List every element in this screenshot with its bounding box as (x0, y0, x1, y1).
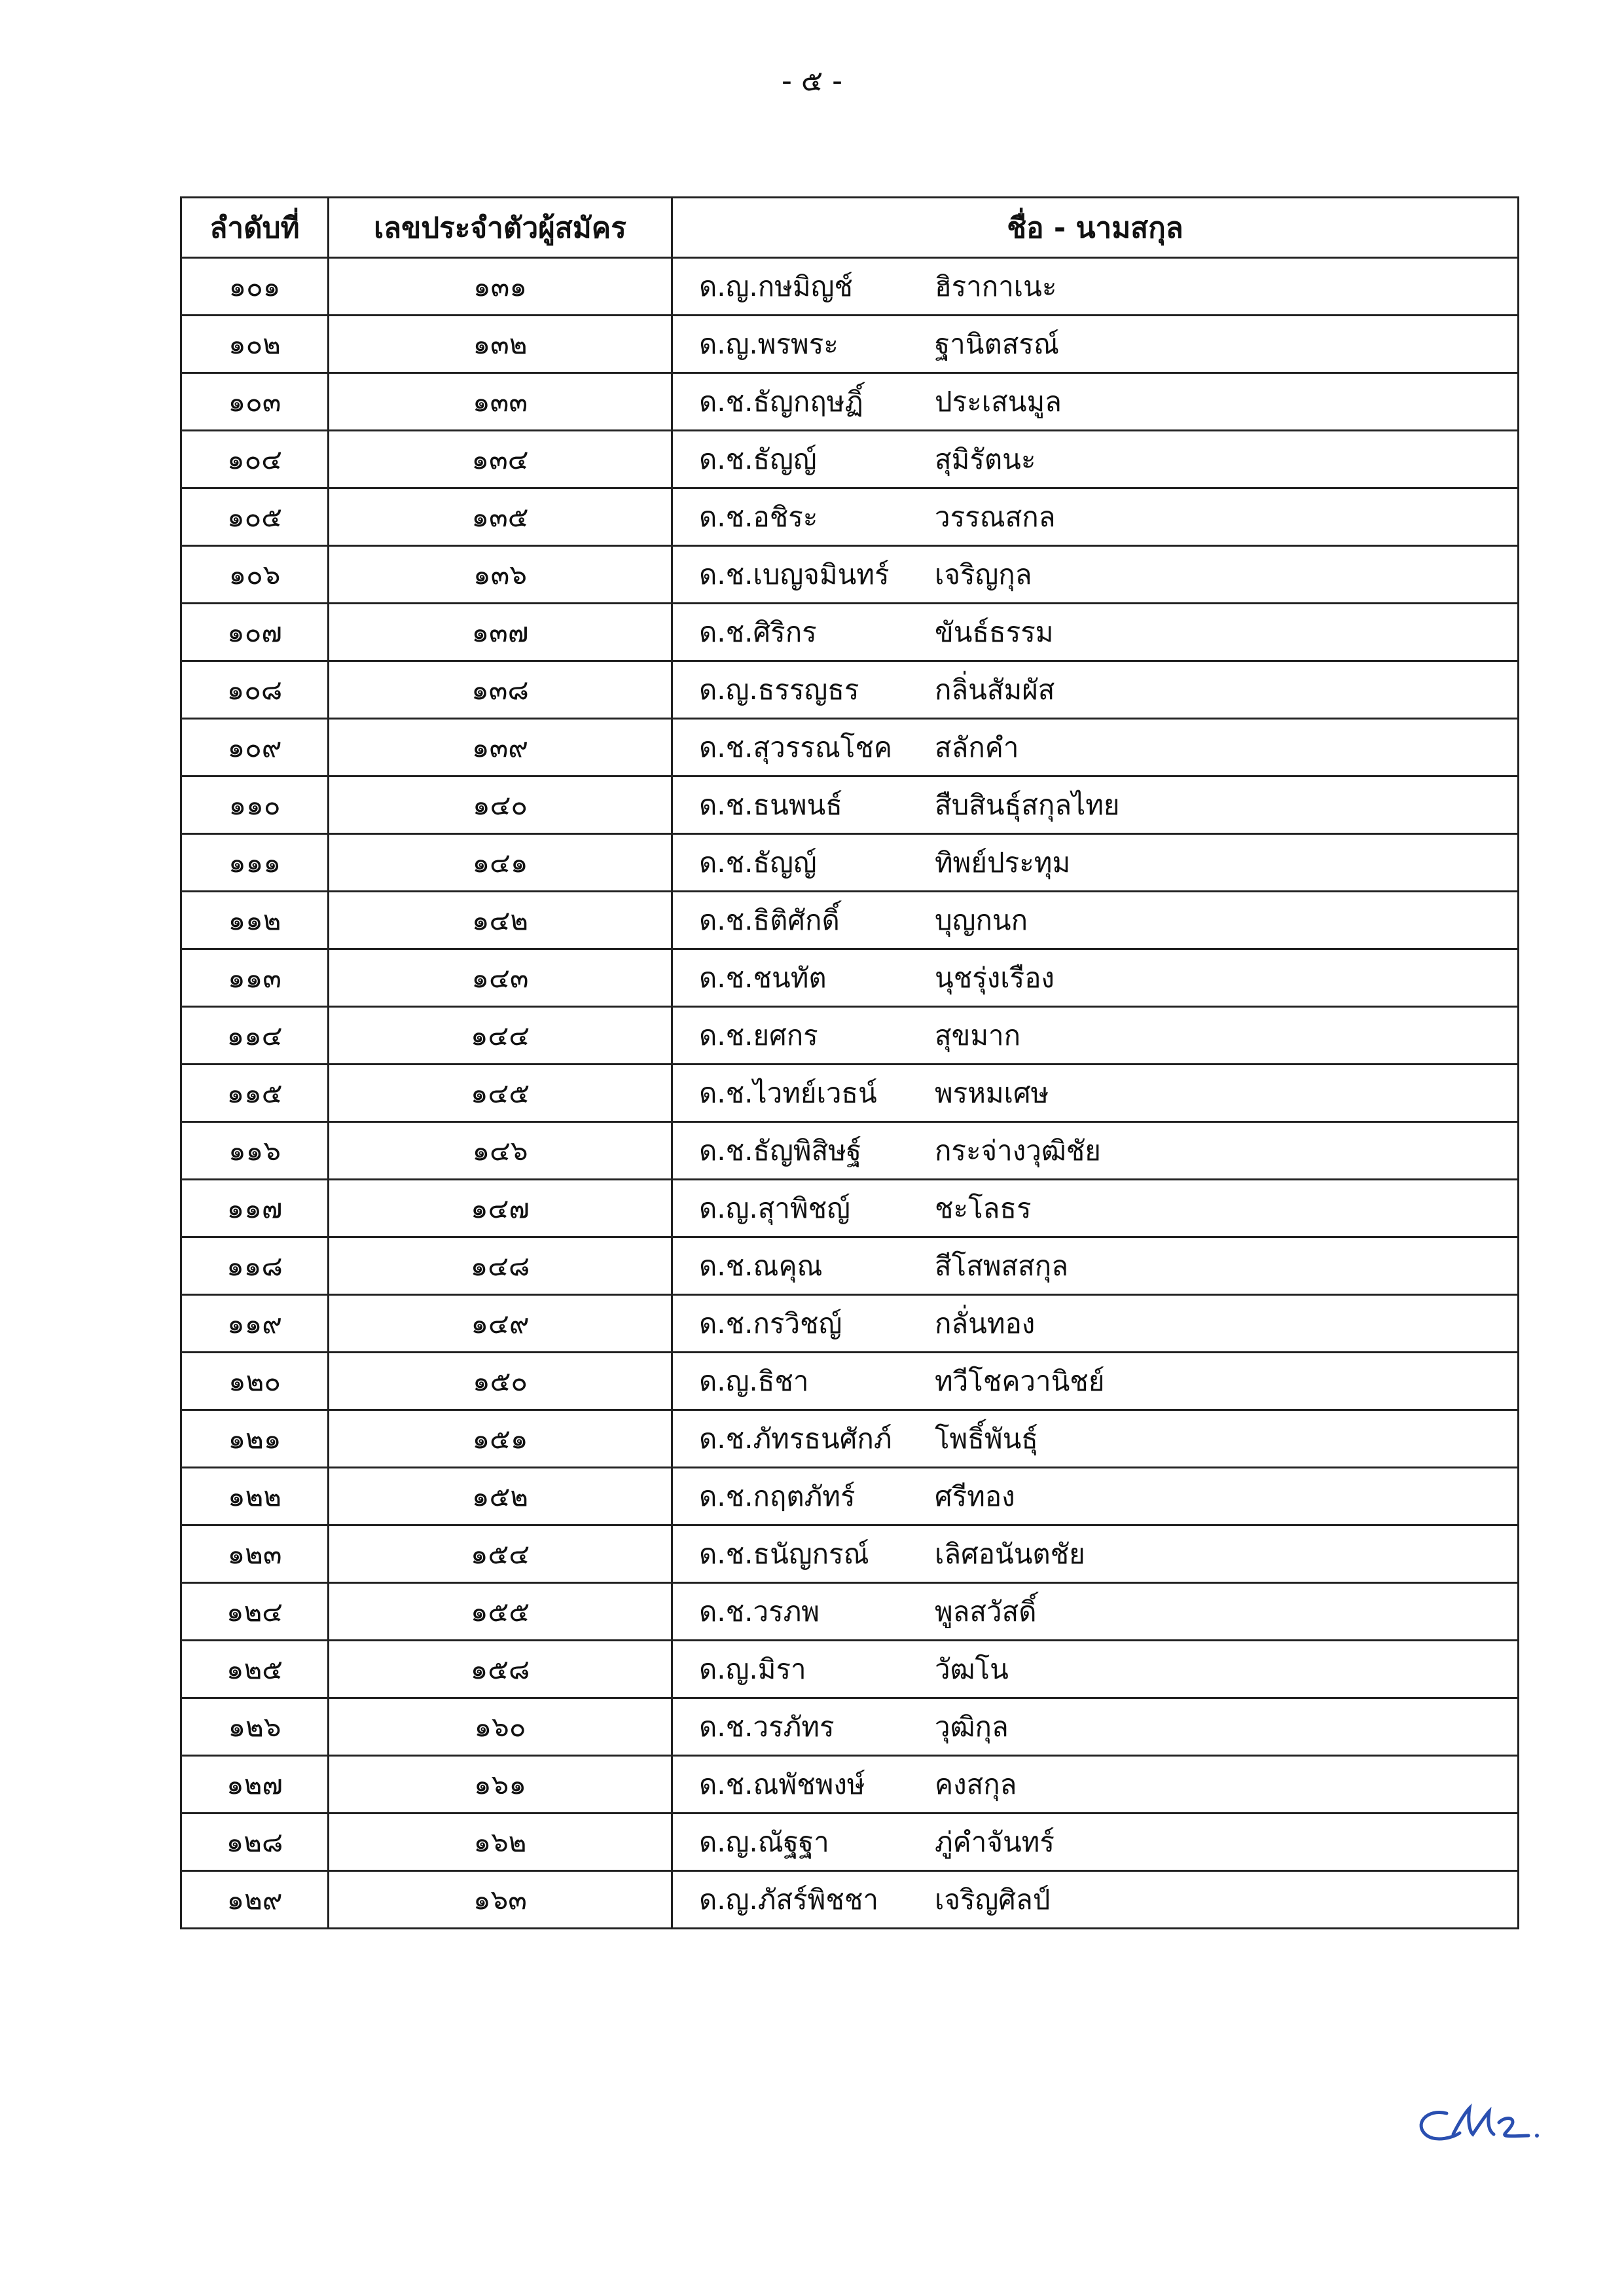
first-name: ด.ช.ธิติศักดิ์ (699, 903, 840, 936)
first-name: ด.ช.ชนทัต (699, 961, 827, 994)
row-name (672, 1525, 1519, 1583)
first-name: ด.ญ.กษมิญช์ (699, 270, 853, 302)
row-name (672, 1007, 1519, 1065)
row-name (672, 1295, 1519, 1353)
last-name: ชะโลธร (935, 1192, 1032, 1224)
last-name: เลิศอนันตชัย (935, 1537, 1085, 1570)
last-name: สลักคำ (935, 731, 1019, 763)
row-applicant-id: ๑๕๕ (329, 1583, 672, 1641)
row-applicant-id: ๑๕๒ (329, 1468, 672, 1525)
row-seq: ๑๑๘ (181, 1237, 329, 1295)
row-seq: ๑๐๒ (181, 316, 329, 373)
row-name (672, 1813, 1519, 1871)
row-name (672, 258, 1519, 316)
last-name: ขันธ์ธรรม (935, 615, 1054, 648)
first-name: ด.ช.ธัญกฤษฏิ์ (699, 385, 863, 418)
first-name: ด.ญ.สุาพิชญ์ (699, 1192, 850, 1224)
last-name: บุญกนก (935, 903, 1028, 936)
last-name: กลั่นทอง (935, 1307, 1036, 1339)
last-name: ฮิรากาเนะ (935, 270, 1057, 302)
last-name: นุชรุ่งเรือง (935, 961, 1055, 994)
row-applicant-id: ๑๓๙ (329, 719, 672, 776)
row-name (672, 1871, 1519, 1929)
table-row (181, 431, 1519, 488)
row-name (672, 949, 1519, 1007)
first-name: ด.ช.ธนพนธ์ (699, 788, 842, 821)
first-name: ด.ช.ธัญญ์ (699, 443, 817, 475)
table-row (181, 892, 1519, 949)
row-name (672, 1237, 1519, 1295)
last-name: สีโสพสสกุล (935, 1249, 1068, 1282)
last-name: กลิ่นสัมผัส (935, 673, 1055, 706)
row-applicant-id: ๑๕๔ (329, 1525, 672, 1583)
row-name (672, 1583, 1519, 1641)
row-seq: ๑๑๒ (181, 892, 329, 949)
last-name: กระจ่างวุฒิชัย (935, 1134, 1101, 1167)
row-applicant-id: ๑๔๔ (329, 1007, 672, 1065)
row-seq: ๑๒๑ (181, 1410, 329, 1468)
first-name: ด.ช.ภัทรธนศักภ์ (699, 1422, 892, 1455)
row-applicant-id: ๑๔๙ (329, 1295, 672, 1353)
table-row (181, 719, 1519, 776)
last-name: ฐานิตสรณ์ (935, 327, 1059, 360)
row-seq: ๑๒๖ (181, 1698, 329, 1756)
first-name: ด.ช.ศิริกร (699, 615, 817, 648)
first-name: ด.ญ.มิรา (699, 1652, 806, 1685)
table-row (181, 1871, 1519, 1929)
last-name: วัฒโน (935, 1652, 1009, 1685)
last-name: พรหมเศษ (935, 1076, 1049, 1109)
row-name (672, 431, 1519, 488)
first-name: ด.ช.เบญจมินทร์ (699, 558, 890, 591)
row-seq: ๑๑๖ (181, 1122, 329, 1180)
row-name (672, 1756, 1519, 1813)
table-row (181, 1525, 1519, 1583)
first-name: ด.ช.วรภัทร (699, 1710, 835, 1743)
last-name: ศรีทอง (935, 1480, 1015, 1512)
table-row (181, 1468, 1519, 1525)
row-applicant-id: ๑๔๗ (329, 1180, 672, 1237)
first-name: ด.ญ.ธิชา (699, 1364, 809, 1397)
row-name (672, 488, 1519, 546)
table-row (181, 316, 1519, 373)
row-seq: ๑๐๙ (181, 719, 329, 776)
table-row (181, 546, 1519, 604)
table-row (181, 1813, 1519, 1871)
row-name (672, 1180, 1519, 1237)
row-seq: ๑๐๘ (181, 661, 329, 719)
row-seq: ๑๒๓ (181, 1525, 329, 1583)
table-row (181, 604, 1519, 661)
row-seq: ๑๐๔ (181, 431, 329, 488)
first-name: ด.ช.วรภพ (699, 1595, 820, 1628)
first-name: ด.ช.กรวิชญ์ (699, 1307, 842, 1339)
row-seq: ๑๒๒ (181, 1468, 329, 1525)
row-applicant-id: ๑๔๓ (329, 949, 672, 1007)
table-row (181, 1698, 1519, 1756)
row-applicant-id: ๑๕๐ (329, 1353, 672, 1410)
row-applicant-id: ๑๖๓ (329, 1871, 672, 1929)
row-name (672, 1410, 1519, 1468)
first-name: ด.ช.กฤตภัทร์ (699, 1480, 856, 1512)
row-applicant-id: ๑๕๑ (329, 1410, 672, 1468)
row-name (672, 1065, 1519, 1122)
table-row (181, 1583, 1519, 1641)
first-name: ด.ญ.ธรรญธร (699, 673, 859, 706)
first-name: ด.ช.ไวทย์เวธน์ (699, 1076, 877, 1109)
row-applicant-id: ๑๖๒ (329, 1813, 672, 1871)
row-seq: ๑๑๓ (181, 949, 329, 1007)
last-name: สุมิรัตนะ (935, 443, 1036, 475)
row-seq: ๑๑๕ (181, 1065, 329, 1122)
table-row (181, 373, 1519, 431)
last-name: วรรณสกล (935, 500, 1056, 533)
row-applicant-id: ๑๓๕ (329, 488, 672, 546)
row-applicant-id: ๑๓๑ (329, 258, 672, 316)
first-name: ด.ช.ธัญพิสิษฐ์ (699, 1134, 862, 1167)
row-seq: ๑๑๑ (181, 834, 329, 892)
applicant-table (180, 196, 1519, 1929)
first-name: ด.ช.ธนัญกรณ์ (699, 1537, 869, 1570)
table-row (181, 258, 1519, 316)
table-row (181, 834, 1519, 892)
row-name (672, 1468, 1519, 1525)
first-name: ด.ญ.พรพระ (699, 327, 839, 360)
row-applicant-id: ๑๔๖ (329, 1122, 672, 1180)
table-row (181, 488, 1519, 546)
row-applicant-id: ๑๔๘ (329, 1237, 672, 1295)
row-seq: ๑๐๖ (181, 546, 329, 604)
row-name (672, 661, 1519, 719)
row-applicant-id: ๑๓๓ (329, 373, 672, 431)
table-row (181, 1007, 1519, 1065)
row-seq: ๑๑๔ (181, 1007, 329, 1065)
first-name: ด.ช.ณคุณ (699, 1249, 823, 1282)
last-name: ทวีโชควานิชย์ (935, 1364, 1105, 1397)
row-seq: ๑๑๗ (181, 1180, 329, 1237)
row-applicant-id: ๑๖๐ (329, 1698, 672, 1756)
first-name: ด.ช.อชิระ (699, 500, 818, 533)
table-row (181, 1410, 1519, 1468)
last-name: เจริญกุล (935, 558, 1032, 591)
last-name: ประเสนมูล (935, 385, 1062, 418)
row-applicant-id: ๑๓๘ (329, 661, 672, 719)
row-seq: ๑๑๙ (181, 1295, 329, 1353)
row-applicant-id: ๑๖๑ (329, 1756, 672, 1813)
first-name: ด.ช.สุวรรณโชค (699, 731, 892, 763)
last-name: วุฒิกุล (935, 1710, 1009, 1743)
table-row (181, 661, 1519, 719)
table-row (181, 1237, 1519, 1295)
first-name: ด.ญ.ภัสร์พิชชา (699, 1883, 878, 1916)
row-seq: ๑๒๕ (181, 1641, 329, 1698)
row-applicant-id: ๑๓๒ (329, 316, 672, 373)
row-seq: ๑๐๗ (181, 604, 329, 661)
row-applicant-id: ๑๔๑ (329, 834, 672, 892)
row-name (672, 892, 1519, 949)
row-seq: ๑๒๗ (181, 1756, 329, 1813)
first-name: ด.ช.ธัญญ์ (699, 846, 817, 879)
last-name: ภู่คำจันทร์ (935, 1825, 1055, 1858)
table-row (181, 1295, 1519, 1353)
header-seq: ลำดับที่ (181, 198, 329, 258)
last-name: พูลสวัสดิ์ (935, 1595, 1037, 1628)
row-name (672, 776, 1519, 834)
table-row (181, 1180, 1519, 1237)
first-name: ด.ช.ณพัชพงษ์ (699, 1768, 865, 1800)
row-name (672, 373, 1519, 431)
row-seq: ๑๐๓ (181, 373, 329, 431)
row-seq: ๑๒๙ (181, 1871, 329, 1929)
table-row (181, 776, 1519, 834)
row-seq: ๑๒๔ (181, 1583, 329, 1641)
row-name (672, 1641, 1519, 1698)
table-row (181, 1756, 1519, 1813)
row-name (672, 1122, 1519, 1180)
last-name: โพธิ์พันธุ์ (935, 1422, 1038, 1455)
row-seq: ๑๐๑ (181, 258, 329, 316)
row-name (672, 834, 1519, 892)
first-name: ด.ช.ยศกร (699, 1019, 818, 1051)
last-name: คงสกุล (935, 1768, 1017, 1800)
row-seq: ๑๒๐ (181, 1353, 329, 1410)
row-applicant-id: ๑๓๖ (329, 546, 672, 604)
header-name: ชื่อ - นามสกุล (672, 198, 1519, 258)
row-applicant-id: ๑๔๕ (329, 1065, 672, 1122)
row-name (672, 1698, 1519, 1756)
row-seq: ๑๑๐ (181, 776, 329, 834)
table-body (181, 258, 1519, 1929)
table-row (181, 1641, 1519, 1698)
row-name (672, 1353, 1519, 1410)
row-applicant-id: ๑๔๐ (329, 776, 672, 834)
row-applicant-id: ๑๓๔ (329, 431, 672, 488)
header-applicant-id: เลขประจำตัวผู้สมัคร (329, 198, 672, 258)
row-name (672, 316, 1519, 373)
signature (1407, 2095, 1551, 2154)
table-row (181, 1122, 1519, 1180)
first-name: ด.ญ.ณัฐฐา (699, 1825, 829, 1858)
row-seq: ๑๒๘ (181, 1813, 329, 1871)
table-header-row (181, 198, 1519, 258)
row-name (672, 719, 1519, 776)
last-name: สุขมาก (935, 1019, 1021, 1051)
row-applicant-id: ๑๔๒ (329, 892, 672, 949)
table-row (181, 1353, 1519, 1410)
row-applicant-id: ๑๕๘ (329, 1641, 672, 1698)
page-number: - ๕ - (781, 64, 843, 98)
last-name: ทิพย์ประทุม (935, 846, 1071, 879)
table-row (181, 949, 1519, 1007)
row-seq: ๑๐๕ (181, 488, 329, 546)
last-name: เจริญศิลป์ (935, 1883, 1051, 1916)
last-name: สืบสินธุ์สกุลไทย (935, 788, 1120, 821)
row-name (672, 604, 1519, 661)
row-applicant-id: ๑๓๗ (329, 604, 672, 661)
table-row (181, 1065, 1519, 1122)
row-name (672, 546, 1519, 604)
